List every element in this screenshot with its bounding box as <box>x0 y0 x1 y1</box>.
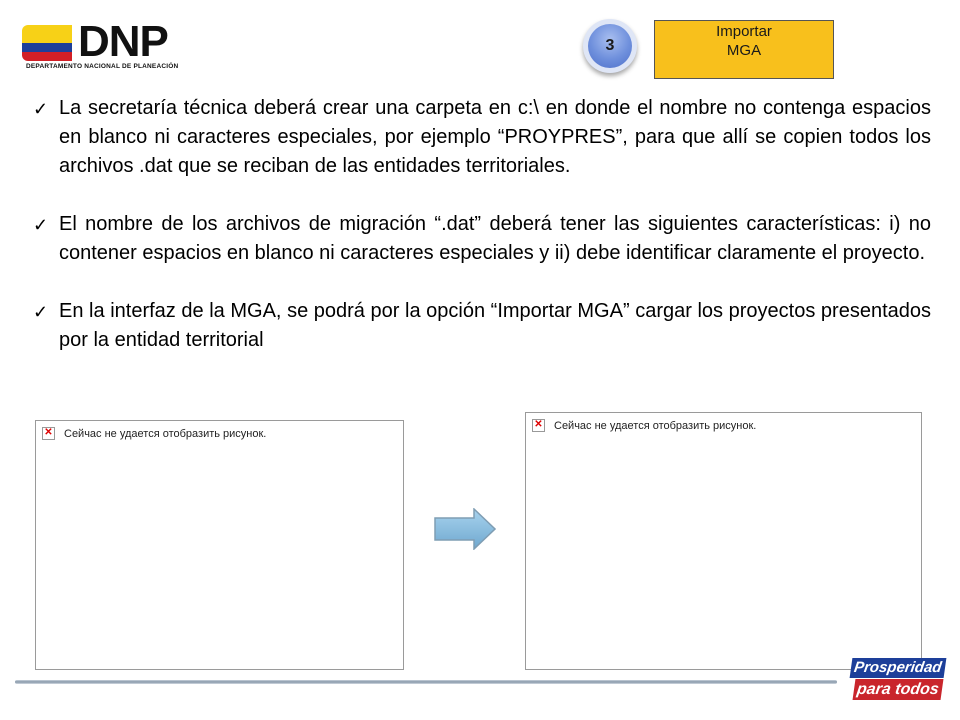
import-label-line2: MGA <box>726 42 762 59</box>
bullet-text: En la interfaz de la MGA, se podrá por la opción “Importar MGA” cargar los proyectos presentados por la entidad territorial <box>59 300 931 351</box>
checkmark-icon: ✓ <box>33 99 49 119</box>
import-mga-box <box>654 20 834 79</box>
broken-image-icon: ✕ <box>42 427 55 440</box>
bullet-item <box>33 94 931 181</box>
bullet-item <box>33 297 931 355</box>
right-arrow-icon <box>434 508 496 550</box>
checkmark-icon: ✓ <box>33 302 49 322</box>
image-error-text: Сейчас не удается отобразить рисунок. <box>64 427 267 440</box>
slogan-logo <box>848 658 943 704</box>
image-error-text: Сейчас не удается отобразить рисунок. <box>554 419 757 432</box>
colombia-flag-icon <box>22 25 72 61</box>
slogan-line2: para todos <box>853 679 944 700</box>
checkmark-icon: ✓ <box>33 215 49 235</box>
bullet-text: La secretaría técnica deberá crear una carpeta en c:\ en donde el nombre no contenga espacios en blanco ni caracteres especiales, por ejemplo “PROYPRES”, para que allí se copien todos los archivos .dat que se reciban de las entidades territoriales. <box>59 97 931 177</box>
slogan-line1: Prosperidad <box>850 658 946 678</box>
broken-image-icon: ✕ <box>532 419 545 432</box>
step-number-badge <box>583 19 637 73</box>
image-placeholder-left <box>35 420 404 670</box>
footer-divider <box>15 680 837 684</box>
import-label-line1: Importar <box>716 23 772 40</box>
logo-subtitle: DEPARTAMENTO NACIONAL DE PLANEACIÓN <box>26 63 179 70</box>
image-placeholder-right <box>525 412 922 670</box>
bullet-text: El nombre de los archivos de migración “.dat” deberá tener las siguientes características: i) no contener espacios en blanco ni caracteres especiales y ii) debe identificar claramente el proyecto. <box>59 213 931 264</box>
logo-text: DNP <box>78 17 168 66</box>
step-number: 3 <box>588 24 632 68</box>
bullet-item <box>33 210 931 268</box>
bullet-list <box>33 94 931 384</box>
dnp-logo <box>22 17 182 72</box>
